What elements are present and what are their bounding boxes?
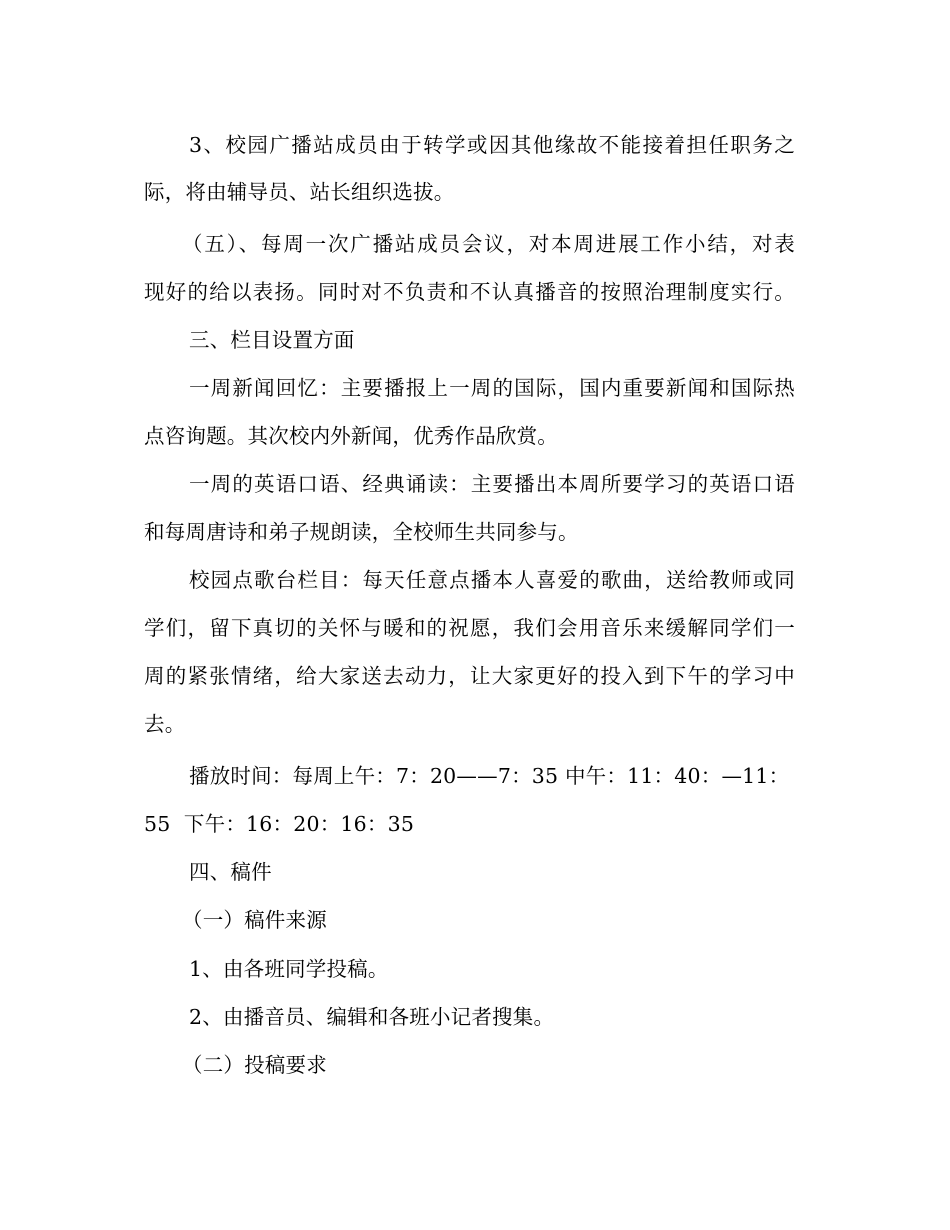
text-line-19: 2、由播音员、编辑和各班小记者搜集。 [189,1005,555,1029]
text-line-6: 一周新闻回忆：主要播报上一周的国际，国内重要新闻和国际热 [189,376,795,400]
text-line-13: 去。 [144,712,186,736]
text-line-11: 学们，留下真切的关怀与暖和的祝愿，我们会用音乐来缓解同学们一 [144,616,795,640]
subheading-requirements: （二）投稿要求 [182,1053,327,1077]
text-line-4: 现好的给以表扬。同时对不负责和不认真播音的按照治理制度实行。 [144,280,795,304]
text-line-18: 1、由各班同学投稿。 [189,957,389,981]
text-line-1: 3、校园广播站成员由于转学或因其他缘故不能接着担任职务之 [189,133,795,157]
section-heading-three: 三、栏目设置方面 [189,328,355,352]
text-line-2: 际，将由辅导员、站长组织选拔。 [144,180,455,204]
text-line-14: 播放时间：每周上午：7：20——7：35 中午：11：40：—11： [189,764,790,788]
text-line-3: （五）、每周一次广播站成员会议，对本周进展工作小结，对表 [182,232,795,256]
text-line-10: 校园点歌台栏目：每天任意点播本人喜爱的歌曲，送给教师或同 [189,568,795,592]
text-line-12: 周的紧张情绪，给大家送去动力，让大家更好的投入到下午的学习中 [144,664,795,688]
subheading-source: （一）稿件来源 [182,908,327,932]
section-heading-four: 四、稿件 [189,860,272,884]
text-line-9: 和每周唐诗和弟子规朗读，全校师生共同参与。 [144,520,579,544]
text-line-7: 点咨询题。其次校内外新闻，优秀作品欣赏。 [144,424,558,448]
text-line-8: 一周的英语口语、经典诵读：主要播出本周所要学习的英语口语 [189,472,795,496]
text-line-15: 55 下午：16：20：16：35 [144,812,415,836]
